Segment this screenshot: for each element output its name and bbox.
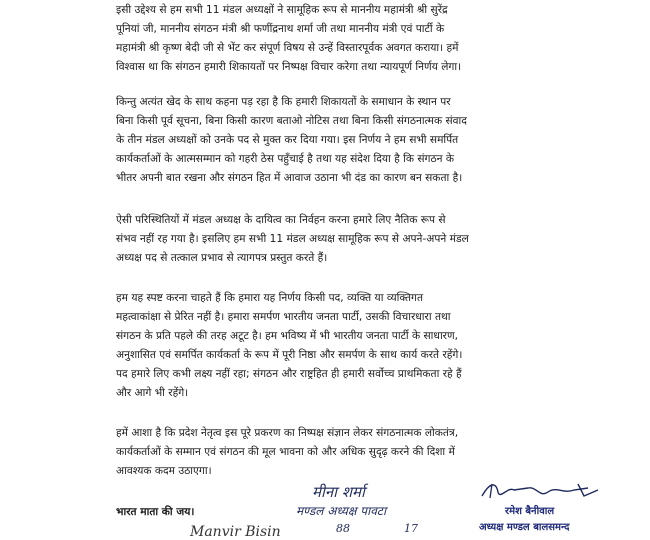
- paragraph-5: [116, 424, 556, 481]
- paragraph-3: [116, 211, 556, 268]
- signature-bottom-left: Manvir Bisin: [190, 524, 281, 540]
- text-line: संगठन के प्रति पहले की तरह अटूट है। हम भविष्य में भी भारतीय जनता पार्टी के साधारण,: [116, 330, 459, 342]
- text-line: अध्यक्ष पद से तत्काल प्रभाव से त्यागपत्र प्रस्तुत करते हैं।: [116, 252, 328, 264]
- text-line: संभव नहीं रह गया है। इसलिए हम सभी 11 मंडल अध्यक्ष सामूहिक रूप से अपने-अपने मंडल: [116, 233, 469, 245]
- text-line: इसी उद्देश्य से हम सभी 11 मंडल अध्यक्षों ने सामूहिक रूप से माननीय महामंत्री श्री सुरेंद्र: [116, 4, 448, 16]
- text-line: हमें आशा है कि प्रदेश नेतृत्व इस पूरे प्रकरण का निष्पक्ष संज्ञान लेकर संगठनात्मक लोकतंत्र,: [116, 427, 459, 439]
- text-line: और आगे भी रहेंगे।: [116, 387, 189, 399]
- signature-middle-title: मण्डल अध्यक्ष पावटा: [296, 504, 387, 518]
- text-line: पद हमारे लिए कभी लक्ष्य नहीं रहा; संगठन और राष्ट्रहित ही हमारी सर्वोच्च प्राथमिकता रहे हैं: [116, 368, 462, 380]
- closing-salutation: भारत माता की जय।: [116, 506, 195, 518]
- paragraph-4: [116, 289, 556, 403]
- text-line: कार्यकर्ताओं के सम्मान एवं संगठन की मूल भावना को और अधिक सुदृढ़ करने की दिशा में: [116, 446, 455, 458]
- text-line: महत्वाकांक्षा से प्रेरित नहीं है। हमारा समर्पण भारतीय जनता पार्टी, उसकी विचारधारा तथा: [116, 311, 451, 323]
- text-line: विश्वास था कि संगठन हमारी शिकायतों पर निष्पक्ष विचार करेगा तथा न्यायपूर्ण निर्णय लेगा।: [116, 61, 462, 73]
- signature-middle-name: मीना शर्मा: [312, 483, 365, 501]
- signatory-title: अध्यक्ष मण्डल बालसमन्द: [479, 522, 570, 533]
- text-line: ऐसी परिस्थितियों में मंडल अध्यक्ष के दायित्व का निर्वहन करना हमारे लिए नैतिक रूप से: [116, 214, 446, 226]
- text-line: किन्तु अत्यंत खेद के साथ कहना पड़ रहा है कि हमारी शिकायतों के समाधान के स्थान पर: [116, 96, 451, 108]
- signatory-name: रमेश बैनीवाल: [505, 506, 555, 517]
- paragraph-2: [116, 93, 556, 188]
- signature-middle-number-2: 17: [404, 522, 418, 535]
- paragraph-1: [116, 1, 556, 77]
- text-line: कार्यकर्ताओं के आत्मसम्मान को गहरी ठेस पहुँचाई है तथा यह संदेश दिया है कि संगठन के: [116, 153, 455, 165]
- text-line: अनुशासित एवं समर्पित कार्यकर्ता के रूप में पूरी निष्ठा और समर्पण के साथ कार्य करते रहेंगे।: [116, 349, 463, 361]
- text-line: भीतर अपनी बात रखना और संगठन हित में आवाज उठाना भी दंड का कारण बन सकता है।: [116, 172, 463, 184]
- text-line: के तीन मंडल अध्यक्षों को उनके पद से मुक्त कर दिया गया। इस निर्णय ने हम सभी समर्पित: [116, 134, 459, 146]
- text-line: महामंत्री श्री कृष्ण बेदी जी से भेंट कर संपूर्ण विषय से उन्हें विस्तारपूर्वक अवगत कराया। हमें: [116, 42, 459, 54]
- text-line: आवश्यक कदम उठाएगा।: [116, 465, 212, 477]
- signature-middle-number: 88: [336, 522, 350, 535]
- text-line: पूनियां जी, माननीय संगठन मंत्री श्री फणींद्रनाथ शर्मा जी तथा माननीय मंत्री एवं पार्टी के: [116, 23, 445, 35]
- text-line: बिना किसी पूर्व सूचना, बिना किसी कारण बताओ नोटिस तथा बिना किसी संगठनात्मक संवाद: [116, 115, 467, 127]
- text-line: हम यह स्पष्ट करना चाहते हैं कि हमारा यह निर्णय किसी पद, व्यक्ति या व्यक्तिगत: [116, 292, 424, 304]
